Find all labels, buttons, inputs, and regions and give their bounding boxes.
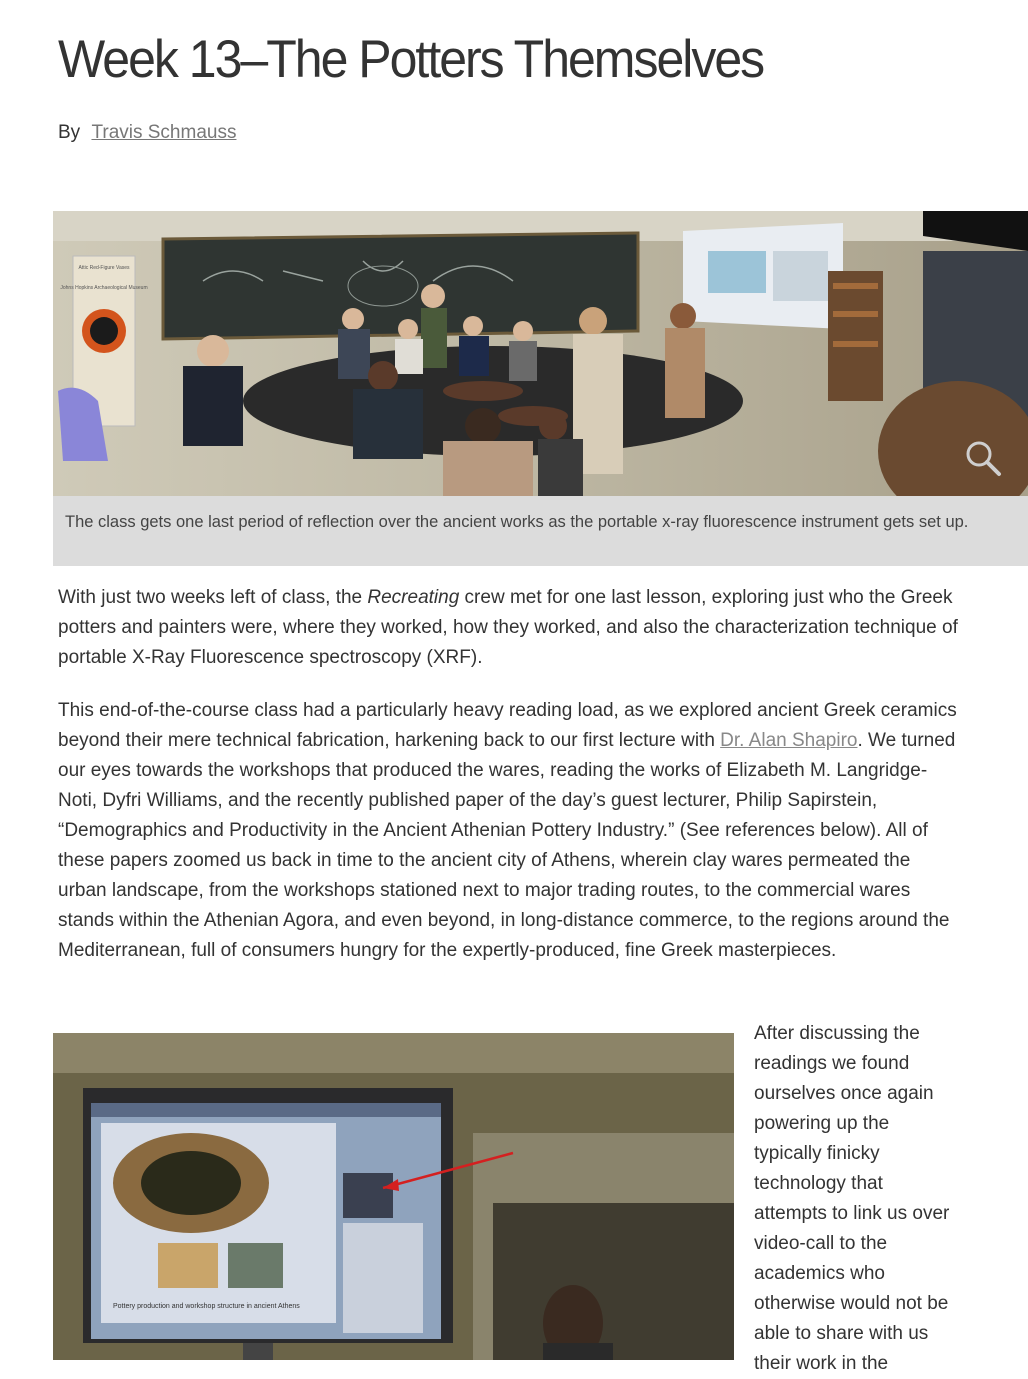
slide-title: Pottery production and workshop structure in ancient Athens: [113, 1303, 300, 1310]
video-call-photo[interactable]: [53, 1033, 734, 1360]
classroom-photo[interactable]: [53, 211, 1028, 496]
projector-screen-image: [53, 1033, 734, 1360]
brochure-subtitle: Johns Hopkins Archaeological Museum: [60, 285, 148, 291]
recreating-emphasis: Recreating: [367, 587, 460, 608]
paragraph-readings: This end-of-the-course class had a particularly heavy reading load, as we explored ancient Greek ceramics beyond their mere technical fabrication, harkening back to our first lecture with Dr. Alan Shapiro. We turned our eyes towards the workshops that produced the wares, reading the works of Elizabeth M. Langridge-Noti, Dyfri Williams, and the recently published paper of the day’s guest lecturer, Philip Sapirstein, “Demographics and Productivity in the Ancient Athenian Pottery Industry.” (See references below). All of these papers zoomed us back in time to the ancient city of Athens, wherein clay wares permeated the urban landscape, from the workshops stationed next to major trading routes, to the commercial wares stands within the Athenian Agora, and even beyond, in long-distance commerce, to the regions around the Mediterranean, full of consumers hungry for the expertly-produced, fine Greek masterpieces.: [58, 700, 957, 961]
byline-prefix: By: [58, 122, 81, 143]
dr-alan-shapiro-link[interactable]: Dr. Alan Shapiro: [720, 730, 858, 751]
brochure-title: Attic Red-Figure Vases: [78, 265, 130, 271]
page-title: Week 13–The Potters Themselves: [58, 29, 764, 89]
classroom-panorama-image: [53, 211, 1028, 496]
author-link[interactable]: Travis Schmauss: [91, 122, 237, 143]
photo-caption: The class gets one last period of reflection over the ancient works as the portable x-ray fluorescence instrument gets set up.: [53, 496, 1028, 566]
side-paragraph: After discussing the readings we found ourselves once again powering up the typically finicky technology that attempts to link us over video-call to the academics who otherwise would not be able to share with us their work in the: [754, 1023, 950, 1374]
byline: [58, 122, 236, 144]
paragraph-intro: With just two weeks left of class, the Recreating crew met for one last lesson, exploring just who the Greek potters and painters were, where they worked, how they worked, and also the characterization technique of portable X-Ray Fluorescence spectroscopy (XRF).: [58, 587, 958, 668]
